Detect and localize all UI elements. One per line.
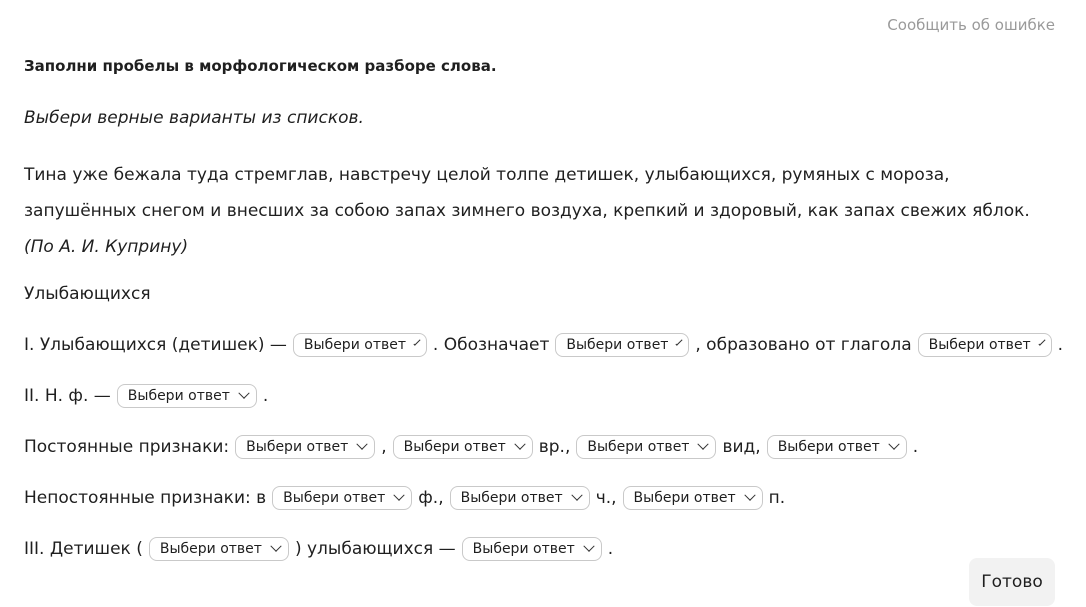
select-syntactic-role[interactable] [462,537,602,561]
chevron-down-icon [413,339,420,346]
row-1-text-b: . Обозначает [432,335,550,355]
select-label: Выбери ответ [633,490,736,506]
report-error-link[interactable]: Сообщить об ошибке [887,16,1055,34]
analyzed-word: Улыбающихся [24,284,151,304]
select-label: Выбери ответ [403,439,506,455]
select-meaning[interactable] [555,333,689,357]
select-tense[interactable] [393,435,533,459]
row-5-text-c: . [607,539,614,559]
chevron-down-icon [571,490,582,501]
row-5 [24,534,1054,564]
select-form[interactable] [272,486,412,510]
row-3-text-a: Постоянные признаки: [24,437,230,457]
chevron-down-icon [583,541,594,552]
select-part-of-speech[interactable] [293,333,427,357]
select-label: Выбери ответ [566,337,669,353]
select-initial-form[interactable] [117,384,257,408]
instruction: Выбери верные варианты из списков. [24,108,364,128]
select-label: Выбери ответ [777,439,880,455]
row-1 [24,330,1064,360]
row-4-text-a: Непостоянные признаки: в [24,488,267,508]
select-label: Выбери ответ [127,388,230,404]
row-1-text-d: . [1057,335,1064,355]
passage [24,157,1054,265]
chevron-down-icon [357,439,368,450]
task-title: Заполни пробелы в морфологическом разборе слова. [24,57,497,75]
row-2-text-b: . [262,386,269,406]
row-4-text-b: ф., [418,488,444,508]
chevron-down-icon [514,439,525,450]
select-source-verb[interactable] [918,333,1052,357]
chevron-down-icon [238,388,249,399]
select-label: Выбери ответ [587,439,690,455]
chevron-down-icon [888,439,899,450]
select-aspect[interactable] [576,435,716,459]
row-3-text-e: . [912,437,919,457]
select-label: Выбери ответ [283,490,386,506]
select-label: Выбери ответ [303,337,406,353]
row-5-text-a: III. Детишек ( [24,539,143,559]
select-number[interactable] [450,486,590,510]
row-5-text-b: ) улыбающихся — [294,539,456,559]
select-label: Выбери ответ [928,337,1031,353]
select-case[interactable] [623,486,763,510]
select-constant-feature-4[interactable] [767,435,907,459]
row-3-text-d: вид, [722,437,761,457]
done-button[interactable]: Готово [969,558,1055,606]
chevron-down-icon [698,439,709,450]
chevron-down-icon [394,490,405,501]
row-1-text-a: I. Улыбающихся (детишек) — [24,335,287,355]
row-1-text-c: , образовано от глагола [695,335,912,355]
row-3-text-c: вр., [538,437,571,457]
chevron-down-icon [270,541,281,552]
exercise [24,55,1064,564]
row-3 [24,432,1054,462]
passage-text: Тина уже бежала туда стремглав, навстречу целой толпе детишек, улыбающихся, румяных с мороза, запушённых снегом и внесших за собою запах зимнего воздуха, крепкий и здоровый, как запах свежих яблок. [24,165,1030,221]
chevron-down-icon [676,339,683,346]
passage-source: (По А. И. Куприну) [24,237,189,257]
row-4-text-d: п. [768,488,786,508]
select-label: Выбери ответ [159,541,262,557]
select-label: Выбери ответ [472,541,575,557]
row-2-text-a: II. Н. ф. — [24,386,111,406]
row-2 [24,381,1054,411]
select-label: Выбери ответ [460,490,563,506]
chevron-down-icon [1038,339,1045,346]
row-3-text-b: , [381,437,387,457]
chevron-down-icon [744,490,755,501]
select-word-question[interactable] [149,537,289,561]
row-4-text-c: ч., [595,488,617,508]
row-4 [24,483,1054,513]
select-label: Выбери ответ [246,439,349,455]
select-constant-feature-1[interactable] [235,435,375,459]
